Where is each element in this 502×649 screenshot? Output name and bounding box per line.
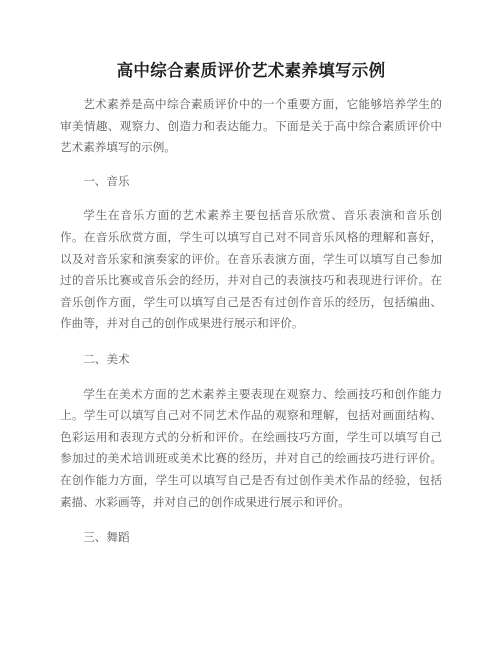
section-heading-music: 一、音乐	[83, 173, 130, 188]
section-heading-art: 二、美术	[83, 351, 130, 366]
intro-paragraph: 艺术素养是高中综合素质评价中的一个重要方面，它能够培养学生的审美情趣、观察力、创造力和表达能力。下面是关于高中综合素质评价中艺术素养填写的示例。	[60, 97, 442, 155]
section-body-art: 学生在美术方面的艺术素养主要表现在观察力、绘画技巧和创作能力上。学生可以填写自己对不同艺术作品的观察和理解，包括对画面结构、色彩运用和表现方式的分析和评价。在绘画技巧方面，学生可以填写自己参加过的美术培训班或美术比赛的经历，并对自己的绘画技巧进行评价。在创作能力方面，学生可以填写自己是否有过创作美术作品的经验，包括素描、水彩画等，并对自己的创作成果进行展示和评价。	[60, 386, 442, 509]
section-heading-dance: 三、舞蹈	[83, 530, 130, 545]
document-title: 高中综合素质评价艺术素养填写示例	[116, 61, 386, 80]
section-body-music: 学生在音乐方面的艺术素养主要包括音乐欣赏、音乐表演和音乐创作。在音乐欣赏方面，学生可以填写自己对不同音乐风格的理解和喜好，以及对音乐家和演奏家的评价。在音乐表演方面，学生可以填写自己参加过的音乐比赛或音乐会的经历，并对自己的表演技巧和表现进行评价。在音乐创作方面，学生可以填写自己是否有过创作音乐的经历，包括编曲、作曲等，并对自己的创作成果进行展示和评价。	[60, 208, 442, 331]
document-page	[60, 60, 442, 549]
